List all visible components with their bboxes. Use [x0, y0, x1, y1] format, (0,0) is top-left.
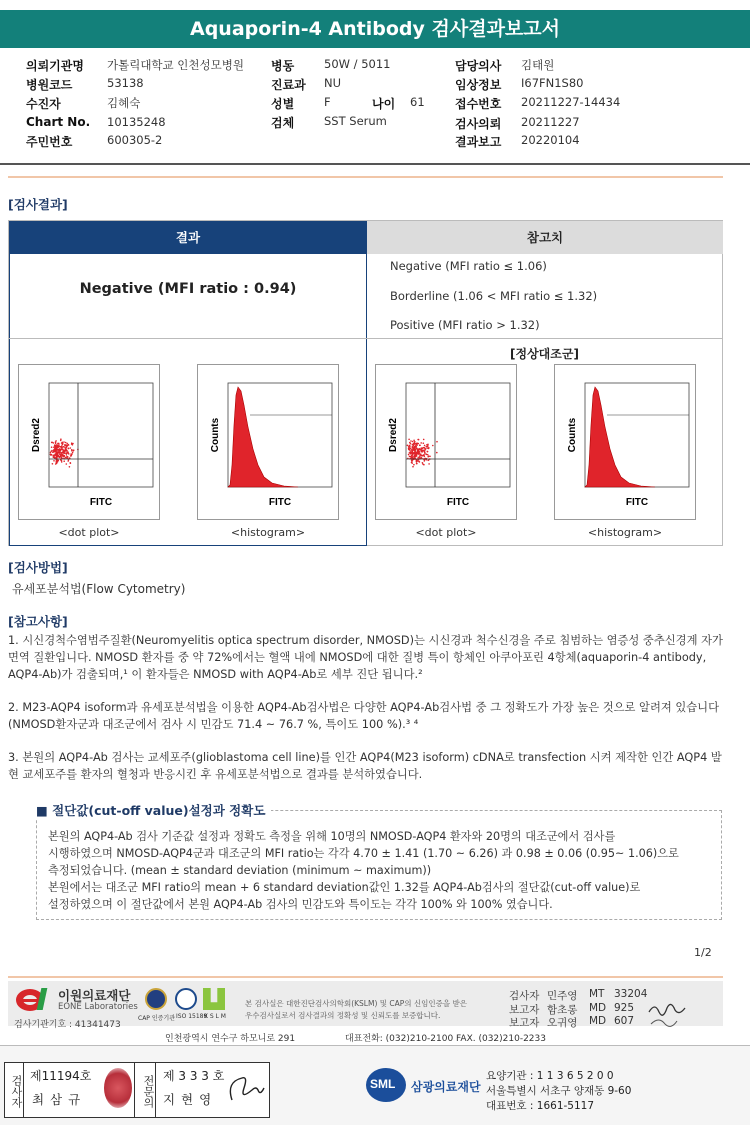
dot-point — [53, 442, 55, 444]
dot-point — [56, 448, 58, 450]
plot-caption: <histogram> — [587, 526, 663, 539]
dot-point — [57, 443, 59, 445]
dot-point — [56, 462, 58, 464]
dot-point — [411, 462, 413, 464]
cap-logo-icon — [145, 988, 167, 1010]
dot-point — [412, 446, 414, 448]
dot-point — [427, 451, 429, 453]
info-value: 20211227-14434 — [521, 95, 621, 109]
dot-point — [409, 448, 411, 450]
dot-point — [423, 450, 425, 452]
dot-point — [417, 448, 419, 450]
plot-caption: <dot plot> — [58, 526, 120, 539]
dot-plot-chart — [376, 365, 516, 519]
dot-point — [70, 447, 72, 449]
dot-point — [69, 457, 71, 459]
info-label: 임상정보 — [455, 78, 502, 92]
dot-point — [432, 445, 434, 447]
signature-icon — [645, 998, 695, 1028]
dot-point — [426, 446, 428, 448]
dot-point — [62, 449, 64, 451]
dot-point — [51, 442, 53, 444]
cert-text: 우수검사실로서 검사결과의 정확성 및 신뢰도를 보증합니다. — [245, 1011, 441, 1020]
dot-point — [412, 455, 414, 457]
dot-point — [65, 457, 67, 459]
dot-point — [418, 439, 420, 441]
result-header: 결과 — [9, 221, 367, 254]
dot-point — [414, 449, 416, 451]
dot-point — [58, 460, 60, 462]
dot-point — [424, 447, 426, 449]
dot-point — [423, 454, 425, 456]
cutoff-heading: ■ 절단값(cut-off value)설정과 정확도 — [30, 801, 271, 819]
stamp-label: 검사자 — [4, 1062, 24, 1118]
info-label: 주민번호 — [26, 135, 73, 149]
dot-point — [58, 444, 60, 446]
dot-point — [60, 448, 62, 450]
dot-point — [427, 460, 429, 462]
dot-point — [68, 444, 70, 446]
signer-number: 33204 — [614, 988, 648, 1000]
signer-title: MD — [589, 1002, 607, 1014]
dot-point — [60, 440, 62, 442]
info-value: 50W / 5011 — [324, 57, 391, 71]
stamp-name: 최 삼 규 — [32, 1092, 82, 1107]
info-label: 수진자 — [26, 97, 61, 111]
stamp-number: 제11194호 — [30, 1069, 92, 1083]
dot-point — [436, 452, 438, 454]
dot-plot — [18, 364, 160, 520]
dot-plot — [375, 364, 517, 520]
dot-point — [418, 449, 420, 451]
dot-point — [70, 453, 72, 455]
note-1: 1. 시신경척수염범주질환(Neuromyelitis optica spectrum disorder, NMOSD)는 시신경과 척수신경을 주로 침범하는 염증성 중추신경계 자가면역 질환입니다. NMOSD 환자를 중 약 72%에서는 혈액 내에 NMOSD에 대한 질병 특이 항체인 아쿠아포린 4항체(aquaporin-4 antibody, AQP4-Ab)가 검출되며,¹ 이 환자들은 NMOSD with AQP4-Ab로 세부 진단 됩니다.² — [8, 634, 723, 681]
dot-point — [63, 452, 65, 454]
dot-point — [61, 457, 63, 459]
dot-point — [66, 443, 68, 445]
dot-point — [419, 461, 421, 463]
histogram-chart — [555, 365, 695, 519]
signer-number: 607 — [614, 1015, 635, 1027]
signer-role: 보고자 — [509, 1004, 540, 1016]
cert-label: K S L M — [204, 1013, 226, 1020]
dot-point — [423, 442, 425, 444]
dot-point — [436, 441, 438, 443]
y-axis-label: Counts — [210, 417, 221, 453]
dot-point — [64, 444, 66, 446]
dot-point — [62, 444, 64, 446]
signature-icon — [222, 1070, 266, 1110]
histogram-plot — [197, 364, 339, 520]
info-value: 53138 — [107, 76, 144, 90]
info-value: SST Serum — [324, 114, 387, 128]
dot-point — [53, 446, 55, 448]
dot-point — [423, 439, 425, 441]
dot-point — [426, 447, 428, 449]
info-value: 20211227 — [521, 115, 580, 129]
dot-point — [421, 447, 423, 449]
dot-point — [57, 454, 59, 456]
dot-point — [55, 455, 57, 457]
dot-point — [424, 445, 426, 447]
dot-point — [66, 446, 68, 448]
dot-point — [55, 453, 57, 455]
eone-logo-icon — [14, 985, 54, 1013]
dot-point — [60, 450, 62, 452]
dot-point — [413, 446, 415, 448]
sml-code: 요양기관 : 1 1 3 6 5 2 0 0 — [486, 1070, 614, 1082]
dot-point — [408, 439, 410, 441]
dot-point — [407, 445, 409, 447]
info-label: 검체 — [271, 116, 295, 130]
eone-name-en: EONE Laboratories — [58, 1002, 138, 1012]
info-value: NU — [324, 76, 342, 90]
dot-point — [72, 452, 74, 454]
dot-point — [409, 442, 411, 444]
info-label: 의뢰기관명 — [26, 59, 84, 73]
x-axis-label: FITC — [89, 497, 113, 508]
cutoff-line: 시행하였으며 NMOSD-AQP4군과 대조군의 MFI ratio는 각각 4.70 ± 1.41 (1.70 ~ 6.26) 과 0.98 ± 0.06 (0.95~ 1.06)으로 — [48, 847, 679, 860]
stamp-name: 지 현 영 — [163, 1092, 213, 1107]
info-label: 병동 — [271, 59, 295, 73]
reference-negative: Negative (MFI ratio ≤ 1.06) — [390, 259, 547, 273]
divider — [8, 176, 723, 178]
signer-name: 오귀영 — [547, 1017, 578, 1029]
histogram-peak — [228, 387, 298, 487]
signer-number: 925 — [614, 1002, 635, 1014]
dot-point — [66, 463, 68, 465]
dot-point — [67, 451, 69, 453]
dot-point — [411, 449, 413, 451]
sml-logo-text: SML — [370, 1077, 396, 1091]
age-value: 61 — [410, 95, 425, 109]
notes-heading: [참고사항] — [8, 614, 68, 629]
info-label: 검사의뢰 — [455, 117, 502, 131]
dot-point — [55, 441, 57, 443]
dot-point — [422, 462, 424, 464]
dot-point — [62, 450, 64, 452]
dot-point — [56, 457, 58, 459]
dot-point — [421, 450, 423, 452]
control-label: [정상대조군] — [510, 347, 579, 361]
dot-point — [408, 454, 410, 456]
footer-address: 인천광역시 연수구 하모니로 291 — [165, 1034, 296, 1044]
result-heading: [검사결과] — [8, 197, 68, 212]
dot-plot-chart — [19, 365, 159, 519]
note-3: 3. 본원의 AQP4-Ab 검사는 교세포주(glioblastoma cell line)를 인간 AQP4(M23 isoform) cDNA로 transfection 시켜 제작한 인간 AQP4 발현 교세포주를 환자의 혈청과 반응시킨 후 유세포분석법으로 결과를 분석하였습니다. — [8, 751, 722, 781]
dot-point — [428, 463, 430, 465]
info-value: 20220104 — [521, 133, 580, 147]
signer-title: MD — [589, 1015, 607, 1027]
dot-point — [55, 447, 57, 449]
info-value: I67FN1S80 — [521, 76, 584, 90]
dot-point — [410, 453, 412, 455]
dot-point — [416, 461, 418, 463]
dot-point — [412, 441, 414, 443]
dot-point — [415, 454, 417, 456]
dot-point — [420, 442, 422, 444]
dot-point — [52, 455, 54, 457]
dot-point — [413, 440, 415, 442]
sml-phone: 대표번호 : 1661-5117 — [486, 1100, 595, 1112]
info-label: 병원코드 — [26, 78, 73, 92]
dot-point — [59, 446, 61, 448]
histogram-chart — [198, 365, 338, 519]
dot-point — [428, 447, 430, 449]
y-axis-label: Dsred2 — [388, 418, 399, 452]
signer-role: 보고자 — [509, 1017, 540, 1029]
footer-phone: 대표전화: (032)210-2100 FAX. (032)210-2233 — [345, 1034, 546, 1044]
reference-borderline: Borderline (1.06 < MFI ratio ≤ 1.32) — [390, 289, 598, 303]
stamp-number: 제 3 3 3 호 — [163, 1069, 225, 1083]
x-axis-label: FITC — [268, 497, 292, 508]
dot-point — [427, 444, 429, 446]
dot-point — [65, 450, 67, 452]
dot-point — [71, 455, 73, 457]
dot-point — [63, 460, 65, 462]
divider — [8, 976, 723, 978]
info-label: Chart No. — [26, 115, 91, 129]
info-value: 김태원 — [521, 58, 555, 72]
info-label: 담당의사 — [455, 59, 502, 73]
dot-point — [419, 452, 421, 454]
cutoff-line: 본원의 AQP4-Ab 검사 기준값 설정과 정확도 측정을 위해 10명의 NMOSD-AQP4 환자와 20명의 대조군에서 검사를 — [48, 830, 616, 843]
dot-point — [54, 450, 56, 452]
dot-point — [424, 455, 426, 457]
dot-point — [416, 443, 418, 445]
info-value: F — [324, 95, 331, 109]
dot-point — [425, 453, 427, 455]
dot-point — [54, 457, 56, 459]
info-label: 성별 — [271, 97, 295, 111]
dot-point — [410, 440, 412, 442]
note-2: 2. M23-AQP4 isoform과 유세포분석법을 이용한 AQP4-Ab검사법은 다양한 AQP4-Ab검사법 중 그 정확도가 가장 높은 것으로 알려져 있습니다(NMOSD환자군과 대조군에서 검사 시 민감도 71.4 ~ 76.7 %, 특이도 100 %).³ ⁴ — [8, 701, 720, 731]
reference-header: 참고치 — [367, 221, 723, 254]
dot-point — [409, 445, 411, 447]
signer-name: 민주영 — [547, 990, 578, 1002]
info-label: 진료과 — [271, 78, 306, 92]
dot-point — [63, 446, 65, 448]
dot-point — [417, 450, 419, 452]
signer-title: MT — [589, 988, 605, 1000]
sml-name: 삼광의료재단 — [411, 1080, 481, 1094]
divider — [9, 338, 723, 339]
dot-point — [427, 456, 429, 458]
dot-point — [60, 454, 62, 456]
dot-point — [58, 456, 60, 458]
signer-name: 함초롱 — [547, 1004, 578, 1016]
dot-point — [422, 455, 424, 457]
patient-info — [0, 48, 750, 165]
result-value: Negative (MFI ratio : 0.94) — [79, 281, 297, 297]
stamp-label: 전문의 — [134, 1062, 156, 1118]
info-label: 접수번호 — [455, 97, 502, 111]
dot-point — [413, 464, 415, 466]
dot-point — [65, 442, 67, 444]
seal-icon — [104, 1068, 132, 1108]
dot-point — [71, 450, 73, 452]
cutoff-line: 설정하였으며 이 절단값에서 본원 AQP4-Ab 검사의 민감도와 특이도는 각각 100% 와 100% 였습니다. — [48, 898, 553, 911]
notes — [8, 632, 724, 783]
cert-text: 본 검사실은 대한진단검사의학회(KSLM) 및 CAP의 신임인증을 받은 — [245, 999, 468, 1008]
method-text: 유세포분석법(Flow Cytometry) — [12, 582, 186, 596]
cert-label: ISO 15189 — [176, 1013, 208, 1020]
dot-point — [61, 461, 63, 463]
iso-logo-icon — [175, 988, 197, 1010]
dot-point — [410, 456, 412, 458]
info-value: 600305-2 — [107, 133, 163, 147]
report-title: Aquaporin-4 Antibody 검사결과보고서 — [0, 10, 750, 48]
dot-point — [416, 463, 418, 465]
histogram-peak — [585, 387, 655, 487]
reference-positive: Positive (MFI ratio > 1.32) — [390, 318, 540, 332]
info-label: 결과보고 — [455, 135, 502, 149]
dot-point — [58, 449, 60, 451]
agency-number: 검사기관기호 : 41341473 — [14, 1020, 121, 1030]
sml-address: 서울특별시 서초구 양재동 9-60 — [486, 1085, 632, 1097]
info-value: 10135248 — [107, 115, 166, 129]
y-axis-label: Dsred2 — [31, 418, 42, 452]
dot-point — [427, 454, 429, 456]
dot-point — [50, 452, 52, 454]
dot-point — [63, 441, 65, 443]
dot-point — [412, 444, 414, 446]
dot-point — [414, 456, 416, 458]
dot-point — [68, 448, 70, 450]
dot-point — [69, 466, 71, 468]
dot-point — [73, 450, 75, 452]
dot-point — [54, 444, 56, 446]
y-axis-label: Counts — [567, 417, 578, 453]
dot-point — [424, 452, 426, 454]
dot-point — [56, 461, 58, 463]
cutoff-text — [48, 828, 720, 913]
dot-point — [52, 451, 54, 453]
dot-point — [51, 450, 53, 452]
plot-frame — [406, 383, 510, 487]
cert-label: CAP 인증기관 — [138, 1015, 176, 1022]
signer-role: 검사자 — [509, 990, 540, 1002]
method-heading: [검사방법] — [8, 560, 68, 575]
dot-point — [71, 443, 73, 445]
eone-name: 이원의료재단 — [58, 988, 131, 1003]
dot-point — [415, 444, 417, 446]
dot-point — [66, 455, 68, 457]
dot-point — [61, 442, 63, 444]
dot-point — [57, 447, 59, 449]
plot-frame — [49, 383, 153, 487]
page-number: 1/2 — [694, 946, 712, 959]
age-label: 나이 — [372, 97, 396, 111]
dot-point — [52, 463, 54, 465]
dot-point — [412, 466, 414, 468]
dot-point — [63, 456, 65, 458]
dot-point — [419, 444, 421, 446]
dot-point — [57, 445, 59, 447]
dot-point — [50, 454, 52, 456]
x-axis-label: FITC — [446, 497, 470, 508]
dot-point — [420, 453, 422, 455]
dot-point — [412, 452, 414, 454]
dot-point — [65, 447, 67, 449]
dot-point — [417, 453, 419, 455]
cutoff-line: 측정되었습니다. (mean ± standard deviation (minimum ~ maximum)) — [48, 864, 432, 877]
dot-point — [70, 462, 72, 464]
dot-point — [411, 460, 413, 462]
x-axis-label: FITC — [625, 497, 649, 508]
dot-point — [413, 449, 415, 451]
plot-caption: <dot plot> — [415, 526, 477, 539]
dot-point — [53, 460, 55, 462]
info-value: 가톨릭대학교 인천성모병원 — [107, 58, 244, 72]
dot-point — [422, 447, 424, 449]
dot-point — [51, 446, 53, 448]
histogram-plot — [554, 364, 696, 520]
plot-caption: <histogram> — [230, 526, 306, 539]
info-value: 김혜숙 — [107, 96, 141, 110]
cutoff-line: 본원에서는 대조군 MFI ratio의 mean + 6 standard deviation값인 1.32를 AQP4-Ab검사의 절단값(cut-off value)로 — [48, 881, 641, 894]
